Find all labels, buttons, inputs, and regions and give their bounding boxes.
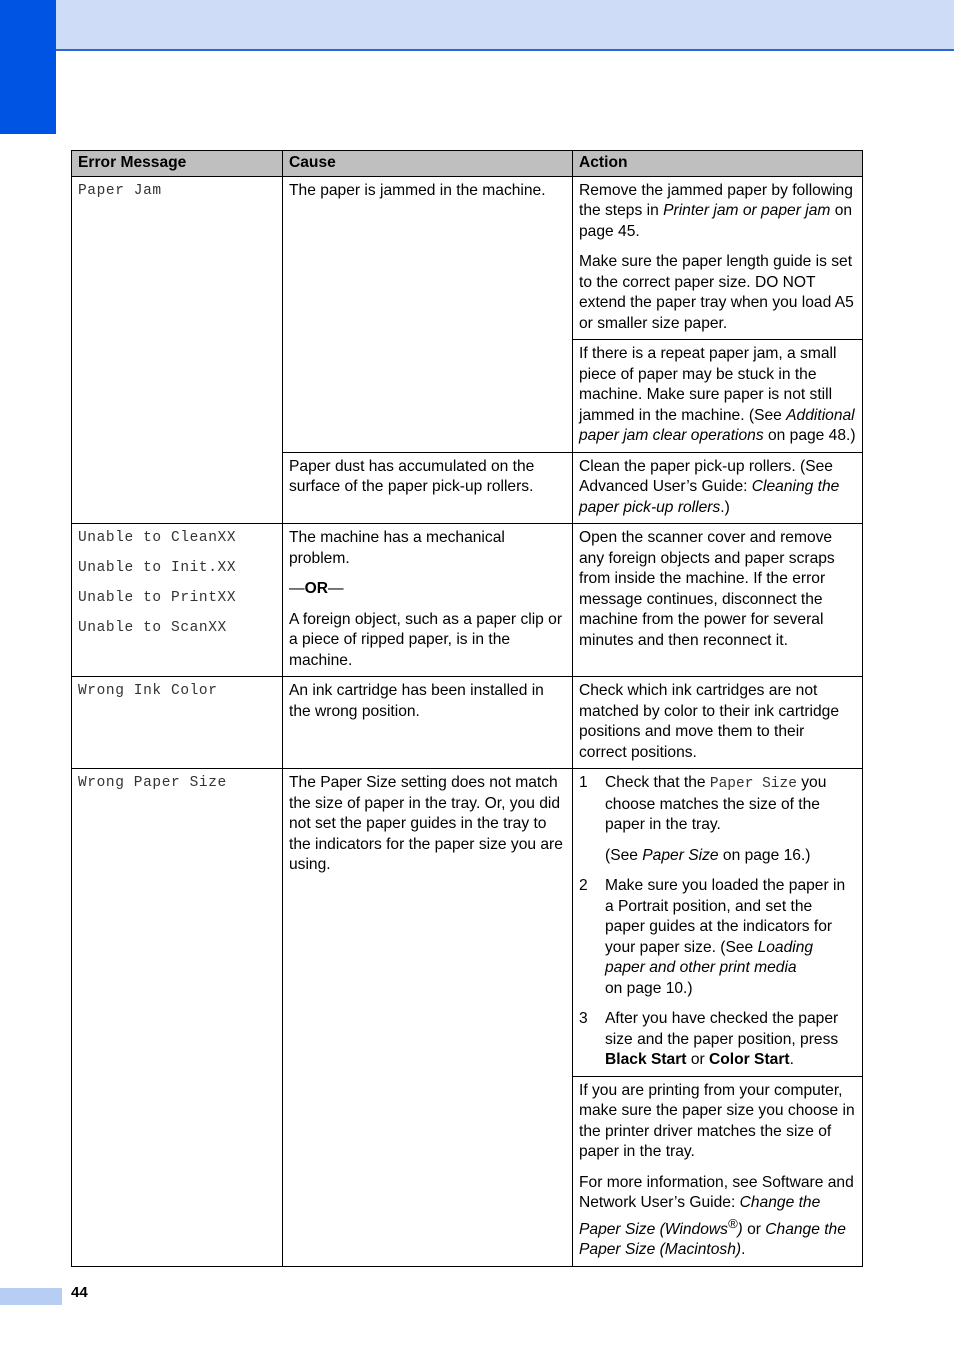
cross-reference: Cleaning the paper pick-up rollers [579,478,840,516]
footer-bar [0,1288,62,1305]
action-cell: Remove the jammed paper by following the steps in Printer jam or paper jam on page 45. Make sure the paper length guide is set to the correct paper size. DO NOT extend the paper tray when you load A5 or smaller size paper. [573,176,863,340]
page-number: 44 [71,1284,88,1301]
action-cell: If you are printing from your computer, make sure the paper size you choose in the printer driver matches the size of paper in the tray. For more information, see Software and Network User’s Guide: Change the Paper Size (Windows®) or Change the Paper Size (Macintosh). [573,1076,863,1266]
action-cell: Clean the paper pick-up rollers. (See Advanced User’s Guide: Cleaning the paper pick-up rollers.) [573,452,863,524]
step-list [579,773,856,1071]
setting-name: Paper Size [709,776,797,792]
action-cell: If there is a repeat paper jam, a small piece of paper may be stuck in the machine. Make sure paper is not still jammed in the machine. (See Additional paper jam clear operations on page 48.) [573,340,863,453]
table-row [72,524,863,677]
error-unable-to: Unable to CleanXX Unable to Init.XX Unable to PrintXX Unable to ScanXX [72,524,283,677]
list-item: 1 Check that the Paper Size you choose matches the size of the paper in the tray. (See Paper Size on page 16.) [579,774,827,864]
header-cause: Cause [283,151,573,177]
cross-reference: Change the Paper Size (Macintosh) [579,1220,846,1259]
chapter-tab [0,0,56,134]
action-cell: Check which ink cartridges are not matched by color to their ink cartridge positions and move them to their correct positions. [573,677,863,769]
list-item: 2 Make sure you loaded the paper in a Portrait position, and set the paper guides at the indicators for your paper size. (See Loading paper and other print media on page 10.) [579,877,846,997]
header-band [0,0,954,51]
action-cell: Open the scanner cover and remove any foreign objects and paper scraps from inside the machine. If the error message continues, disconnect the machine from the power for several minutes and then reconnect it. [573,524,863,677]
list-item: 3 After you have checked the paper size and the paper position, press Black Start or Color Start. [579,1010,839,1068]
header-action: Action [573,151,863,177]
key-name: Color Start [709,1051,790,1068]
table-header-row [72,151,863,177]
or-separator: —OR— [289,580,344,597]
cross-reference: Change the Paper Size (Windows®) [579,1194,821,1238]
action-cell [573,769,863,1077]
header-error-message: Error Message [72,151,283,177]
cross-reference: Loading paper and other print media [605,938,814,976]
cross-reference: Additional paper jam clear operations [579,406,855,444]
cause-cell: Paper dust has accumulated on the surface of the paper pick-up rollers. [283,452,573,524]
table-row [72,176,863,340]
cross-reference: Printer jam or paper jam [663,202,831,219]
error-table [71,150,863,1267]
cause-cell: An ink cartridge has been installed in the wrong position. [283,677,573,769]
table-row [72,769,863,1077]
error-wrong-ink-color: Wrong Ink Color [72,677,283,769]
cause-cell: The machine has a mechanical problem. —OR— A foreign object, such as a paper clip or a piece of ripped paper, is in the machine. [283,524,573,677]
error-paper-jam: Paper Jam [72,176,283,524]
cause-cell: The Paper Size setting does not match the size of paper in the tray. Or, you did not set the paper guides in the tray to the indicators for the paper size you are using. [283,769,573,1267]
error-wrong-paper-size: Wrong Paper Size [72,769,283,1267]
key-name: Black Start [605,1051,687,1068]
cause-cell: The paper is jammed in the machine. [283,176,573,452]
cross-reference: Paper Size [642,846,719,864]
table-row [72,677,863,769]
